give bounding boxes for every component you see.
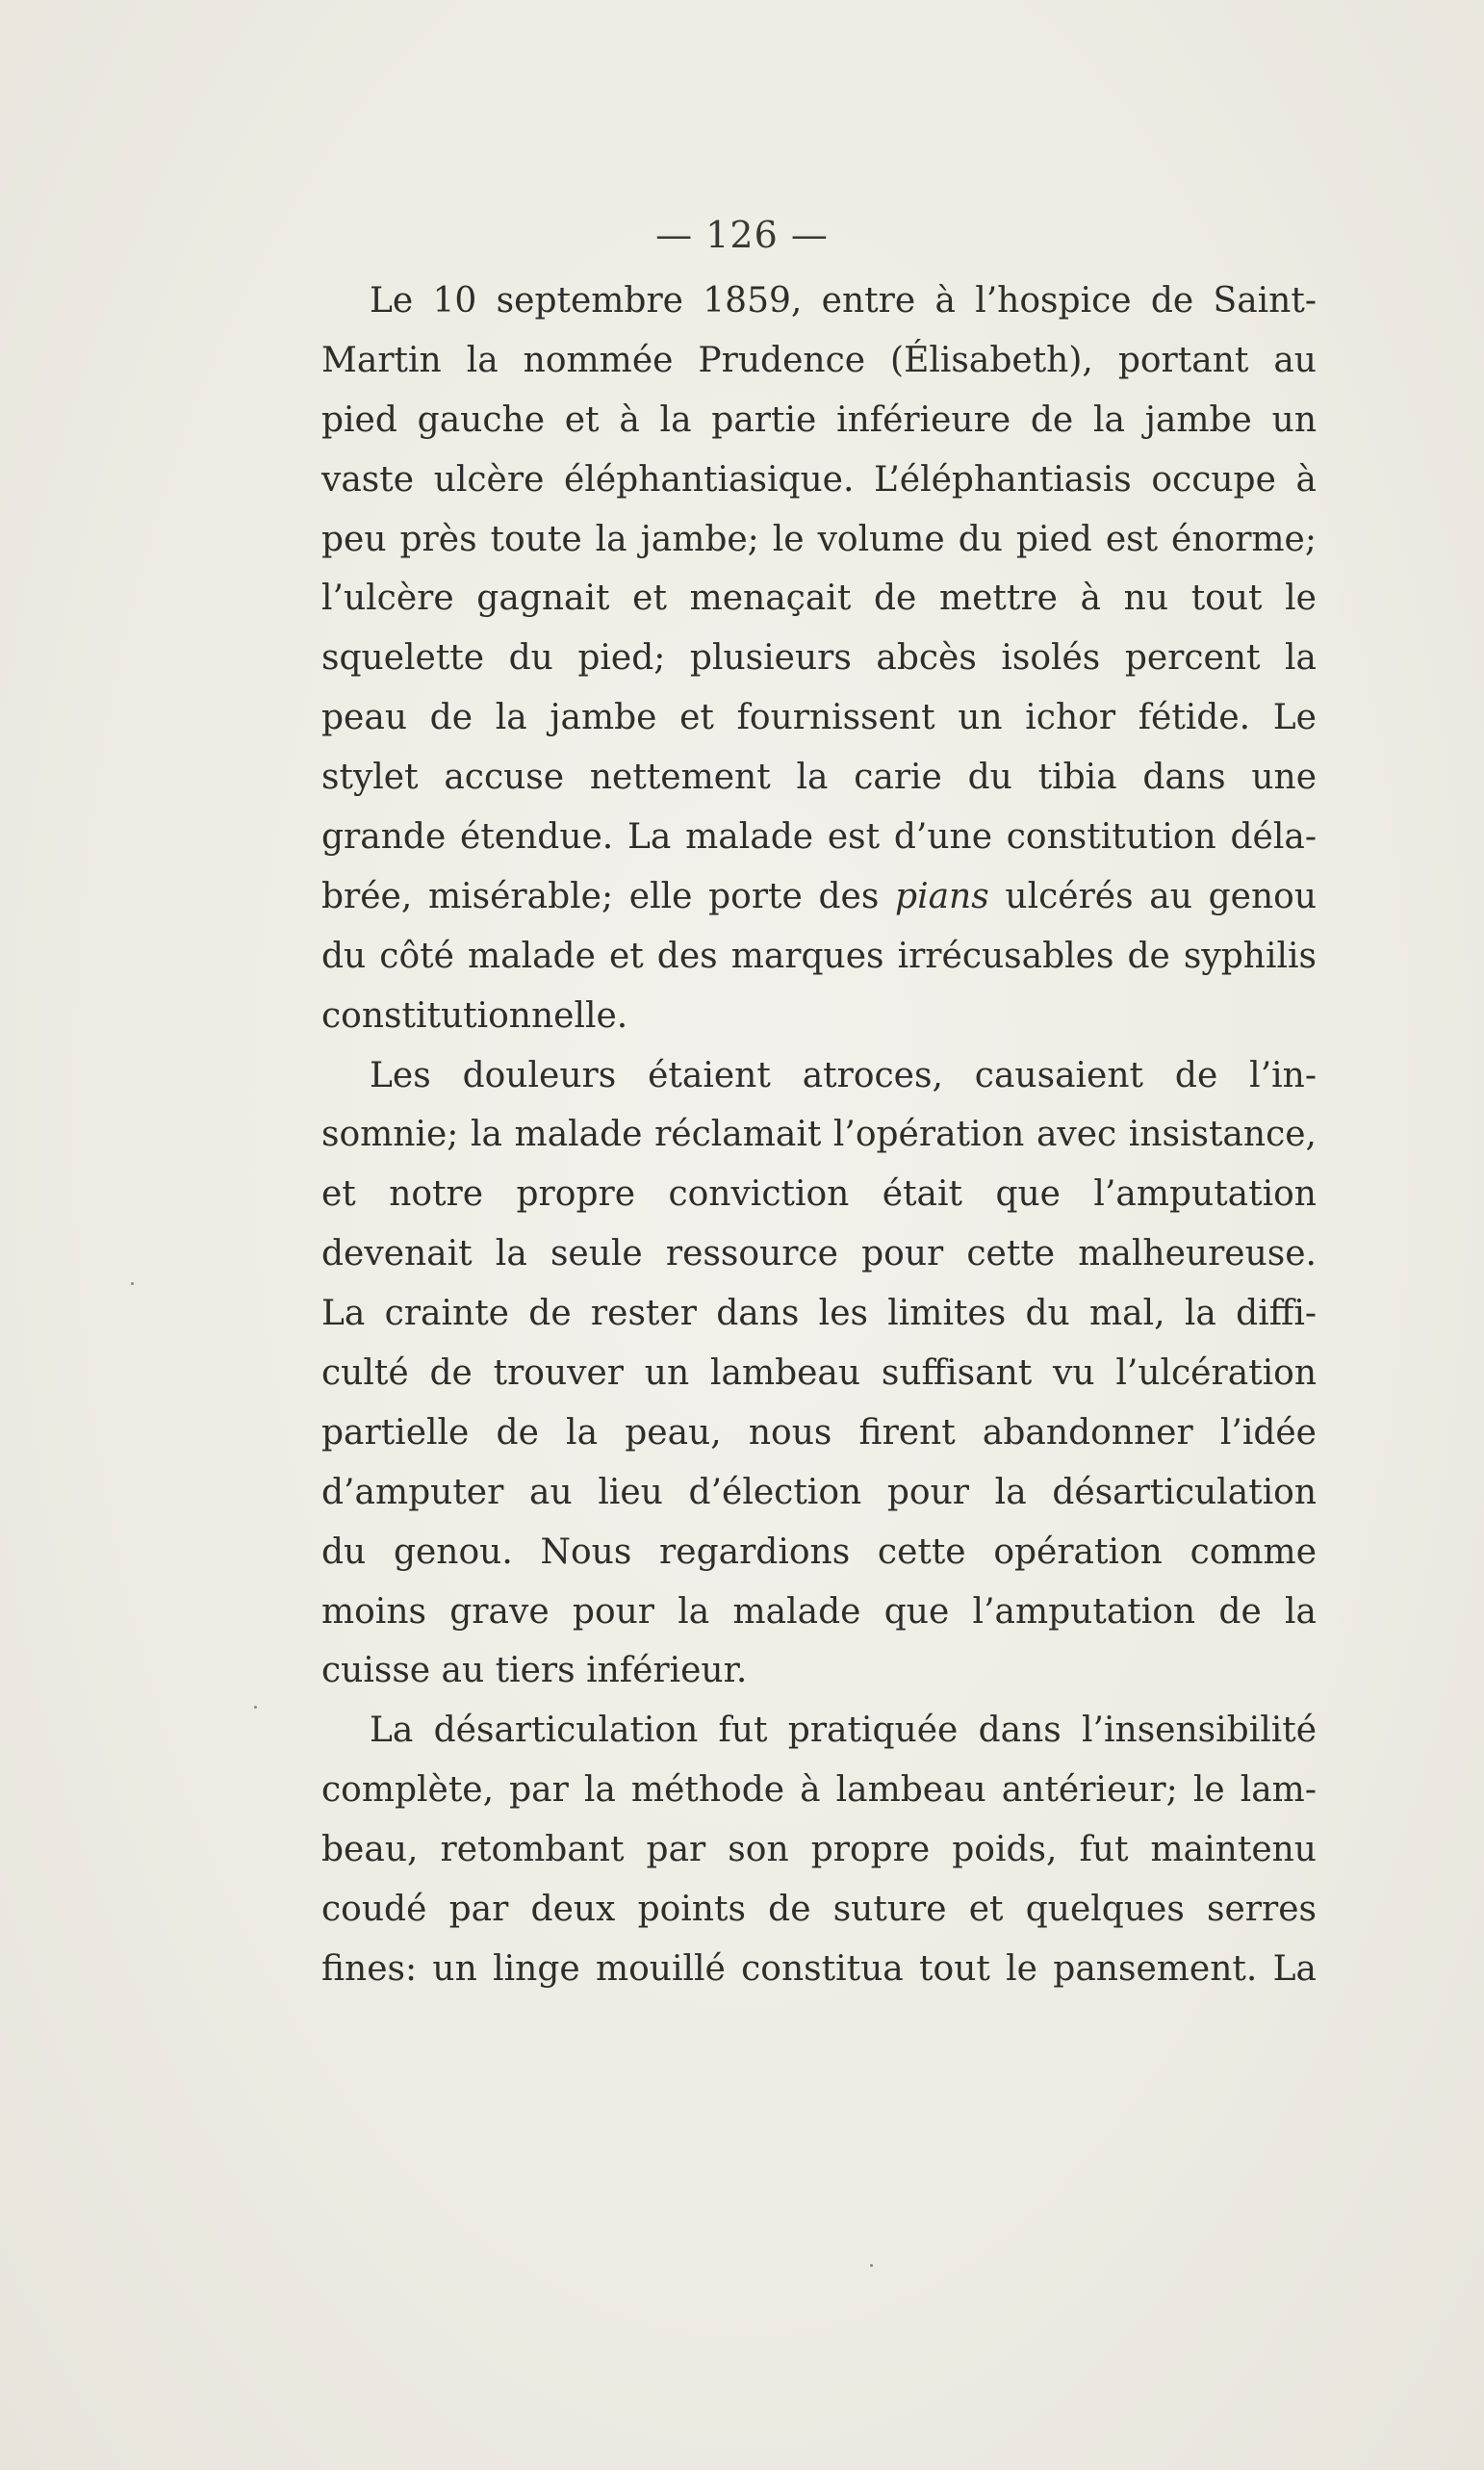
text-line: stylet accuse nettement la carie du tibia dans une bbox=[321, 758, 1317, 798]
text-line: devenait la seule ressource pour cette malheureuse. bbox=[321, 1234, 1317, 1274]
paper-speck bbox=[254, 1706, 257, 1709]
text-line: beau, retombant par son propre poids, fut maintenu bbox=[321, 1830, 1317, 1870]
text-line: La crainte de rester dans les limites du mal, la diffi- bbox=[321, 1294, 1317, 1334]
body-text bbox=[321, 271, 1317, 1999]
text-line: complète, par la méthode à lambeau antérieur; le lam- bbox=[321, 1770, 1317, 1811]
page-number: — 126 — bbox=[655, 214, 829, 256]
text-line: d’amputer au lieu d’élection pour la désarticulation bbox=[321, 1472, 1317, 1512]
text-line: Les douleurs étaient atroces, causaient de l’in- bbox=[370, 1055, 1317, 1095]
text-line: du côté malade et des marques irrécusables de syphilis bbox=[321, 936, 1317, 976]
text-line: peu près toute la jambe; le volume du pied est énorme; bbox=[321, 519, 1317, 559]
text-line: et notre propre conviction était que l’amputation bbox=[321, 1174, 1317, 1215]
text-line: constitutionnelle. bbox=[321, 995, 628, 1036]
text-line: cuisse au tiers inférieur. bbox=[321, 1651, 748, 1691]
text-line: vaste ulcère éléphantiasique. L’éléphantiasis occupe à bbox=[321, 459, 1317, 500]
text-line: culté de trouver un lambeau suffisant vu l’ulcération bbox=[321, 1353, 1317, 1394]
paper-speck bbox=[870, 2264, 873, 2267]
text-line: Martin la nommée Prudence (Élisabeth), portant au bbox=[321, 340, 1317, 380]
text-line-with-italic bbox=[321, 867, 1317, 927]
italic-term: pians bbox=[895, 876, 989, 916]
text-line: somnie; la malade réclamait l’opération avec insistance, bbox=[321, 1115, 1317, 1155]
text-line: grande étendue. La malade est d’une constitution déla- bbox=[321, 817, 1317, 858]
text-line: partielle de la peau, nous firent abandonner l’idée bbox=[321, 1412, 1317, 1453]
text-line: fines: un linge mouillé constitua tout le pansement. La bbox=[321, 1948, 1317, 1989]
text-line: l’ulcère gagnait et menaçait de mettre à nu tout le bbox=[321, 579, 1317, 619]
text-line: du genou. Nous regardions cette opération comme bbox=[321, 1531, 1317, 1572]
text-line: pied gauche et à la partie inférieure de la jambe un bbox=[321, 399, 1317, 440]
text-line: squelette du pied; plusieurs abcès isolés percent la bbox=[321, 638, 1317, 679]
text-line: Le 10 septembre 1859, entre à l’hospice de Saint- bbox=[370, 281, 1317, 321]
text-line: coudé par deux points de suture et quelques serres bbox=[321, 1890, 1317, 1930]
text-line: peau de la jambe et fournissent un ichor fétide. Le bbox=[321, 698, 1317, 738]
paper-speck bbox=[131, 1282, 134, 1285]
text-line: moins grave pour la malade que l’amputation de la bbox=[321, 1591, 1317, 1632]
text-segment: brée, misérable; elle porte des bbox=[321, 876, 880, 916]
text-line: La désarticulation fut pratiquée dans l’insensibilité bbox=[370, 1711, 1317, 1751]
text-segment: ulcérés au genou bbox=[1005, 876, 1317, 916]
